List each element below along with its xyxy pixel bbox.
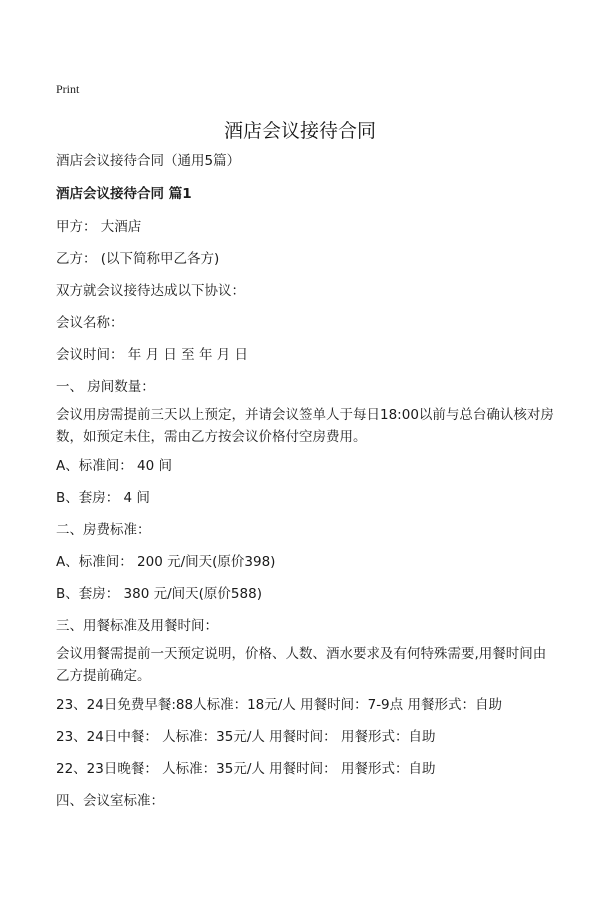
agreement-intro: 双方就会议接待达成以下协议： — [56, 283, 245, 299]
print-label: Print — [56, 82, 80, 96]
meal-booking-paragraph: 会议用餐需提前一天预定说明，价格、人数、酒水要求及有何特殊需要,用餐时间由乙方提前确定。 — [56, 646, 547, 684]
room-count-heading: 一、 房间数量： — [56, 379, 155, 395]
meeting-name-line: 会议名称： — [56, 315, 124, 331]
section-heading: 酒店会议接待合同 篇1 — [56, 186, 192, 202]
room-rate-heading: 二、房费标准： — [56, 522, 151, 538]
meeting-time-line: 会议时间： 年 月 日 至 年 月 日 — [56, 347, 249, 363]
room-booking-paragraph: 会议用房需提前三天以上预定，并请会议签单人于每日18:00以前与总台确认核对房数，如预定未住，需由乙方按会议价格付空房费用。 — [56, 407, 554, 445]
standard-room-rate: A、标准间： 200 元/间天(原价398) — [56, 554, 276, 570]
party-b-line: 乙方： (以下简称甲乙各方) — [56, 251, 220, 267]
dinner-line: 22、23日晚餐： 人标准：35元/人 用餐时间： 用餐形式：自助 — [56, 761, 436, 777]
meal-heading: 三、用餐标准及用餐时间： — [56, 618, 218, 634]
party-a-line: 甲方： 大酒店 — [56, 219, 142, 235]
suite-count: B、套房： 4 间 — [56, 490, 150, 506]
document-subtitle: 酒店会议接待合同（通用5篇） — [56, 153, 241, 169]
breakfast-line: 23、24日免费早餐:88人标准：18元/人 用餐时间：7-9点 用餐形式：自助 — [56, 697, 502, 713]
suite-rate: B、套房： 380 元/间天(原价588) — [56, 586, 262, 602]
meeting-room-heading: 四、会议室标准： — [56, 793, 164, 809]
document-title: 酒店会议接待合同 — [223, 120, 376, 142]
lunch-line: 23、24日中餐： 人标准：35元/人 用餐时间： 用餐形式：自助 — [56, 729, 436, 745]
standard-room-count: A、标准间： 40 间 — [56, 458, 172, 474]
